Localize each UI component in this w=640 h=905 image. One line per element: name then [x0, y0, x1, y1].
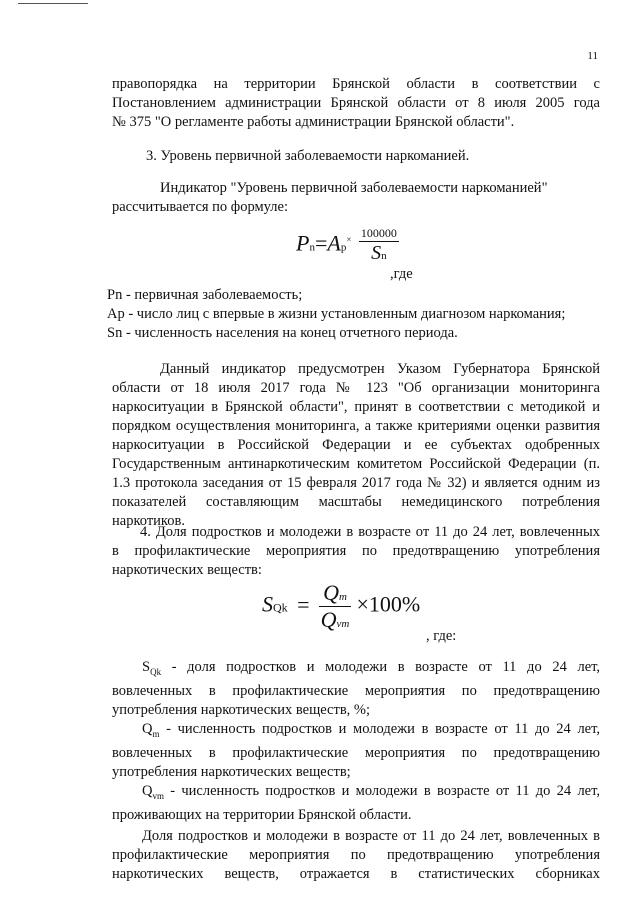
text-line: в профилактические мероприятия по предотвращению употребления — [112, 543, 600, 559]
text-line: $Q_m$ - численность подростков и молодежи в возрасте от 11 до 24 лет, — [142, 720, 600, 739]
section-3-definitions — [107, 286, 595, 343]
text-line: Данный индикатор предусмотрен Указом Губернатора Брянской — [160, 361, 600, 377]
section-4-final — [112, 827, 600, 884]
formula-lhs-sub: n — [309, 241, 315, 254]
formula-a-sub: p — [340, 241, 347, 254]
section-3-intro — [112, 179, 600, 217]
definition-line: Sn - численность населения на конец отчетного периода. — [107, 325, 458, 341]
formula-mult: × — [346, 234, 352, 245]
formula-where: ,где — [390, 266, 413, 282]
text-line: наркоситуации в Брянской области", принят в соответствии с методикой и — [112, 399, 600, 415]
section-3-body — [112, 360, 600, 531]
definition-line: Ap - число лиц с впервые в жизни установленным диагнозом наркомания; — [107, 306, 566, 322]
text-line: Государственным антинаркотическим комитетом Российской Федерации (п. — [112, 456, 600, 472]
formula-eq: = — [297, 591, 310, 617]
formula-numerator: Qm — [319, 580, 351, 607]
section-4-heading — [112, 523, 600, 580]
text-line: наркотиков. — [112, 513, 185, 529]
text-line: 4. Доля подростков и молодежи в возрасте от 11 до 24 лет, вовлеченных — [140, 524, 600, 540]
text-line: проживающих на территории Брянской области. — [112, 806, 412, 823]
formula-lhs-sub: Qk — [273, 600, 288, 615]
paragraph-continuation — [112, 75, 600, 132]
section-3-heading — [146, 147, 586, 166]
text-line: правопорядка на территории Брянской области в соответствии с — [112, 76, 600, 92]
definition-line: Pn - первичная заболеваемость; — [107, 287, 303, 303]
formula-tail: ×100% — [356, 591, 421, 617]
formula-a: A — [327, 230, 341, 256]
text-line: Доля подростков и молодежи в возрасте от 11 до 24 лет, вовлеченных в — [142, 828, 600, 844]
section-4-definitions — [112, 658, 600, 825]
text-line: показателей составляющим масштабы немедицинского потребления — [112, 494, 600, 510]
heading-text: 3. Уровень первичной заболеваемости наркоманией. — [146, 148, 470, 164]
text-line: вовлеченных в профилактические мероприятия по предотвращению — [112, 682, 600, 699]
text-line: $Q_{vm}$ - численность подростков и молодежи в возрасте от 11 до 24 лет, — [142, 782, 600, 801]
text-line: профилактические мероприятия по предотвращению употребления — [112, 847, 600, 863]
formula-lhs: S — [262, 591, 273, 617]
text-line: № 375 "О регламенте работы администрации Брянской области". — [112, 114, 515, 130]
text-line: Постановлением администрации Брянской области от 8 июля 2005 года — [112, 95, 600, 111]
page-number: 11 — [587, 50, 598, 62]
text-line: Индикатор "Уровень первичной заболеваемости наркоманией" — [160, 180, 548, 196]
formula-numerator: 100000 — [360, 226, 397, 240]
text-line: употребления наркотических веществ, %; — [112, 701, 371, 718]
text-line: наркоситуации в Российской Федерации и ее субъектах одобренных — [112, 437, 600, 453]
formula-denominator: Sn — [371, 242, 387, 264]
formula-fraction — [359, 226, 399, 265]
formula-eq: = — [314, 230, 328, 256]
formula-where: , где: — [426, 628, 457, 644]
text-line: $S_{Qk}$ - доля подростков и молодежи в возрасте от 11 до 24 лет, — [142, 659, 600, 677]
text-line: области от 18 июля 2017 года № 123 "Об организации мониторинга — [112, 380, 600, 396]
text-line: употребления наркотических веществ; — [112, 763, 351, 780]
formula-lhs: P — [296, 230, 310, 256]
text-line: наркотических веществ: — [112, 562, 262, 578]
formula-incidence — [296, 226, 399, 265]
formula-share — [262, 580, 420, 633]
text-line: наркотических веществ, отражается в статистических сборниках — [112, 866, 600, 882]
text-line: 1.3 протокола заседания от 15 февраля 2017 года № 32) и является одним из — [112, 475, 600, 491]
formula-denominator: Qvm — [320, 607, 350, 632]
formula-fraction — [319, 580, 351, 633]
header-rule — [18, 3, 88, 4]
text-line: вовлеченных в профилактические мероприятия по предотвращению — [112, 744, 600, 761]
text-line: порядком осуществления мониторинга, а также критериями оценки развития — [112, 418, 600, 434]
text-line: рассчитывается по формуле: — [112, 199, 288, 215]
